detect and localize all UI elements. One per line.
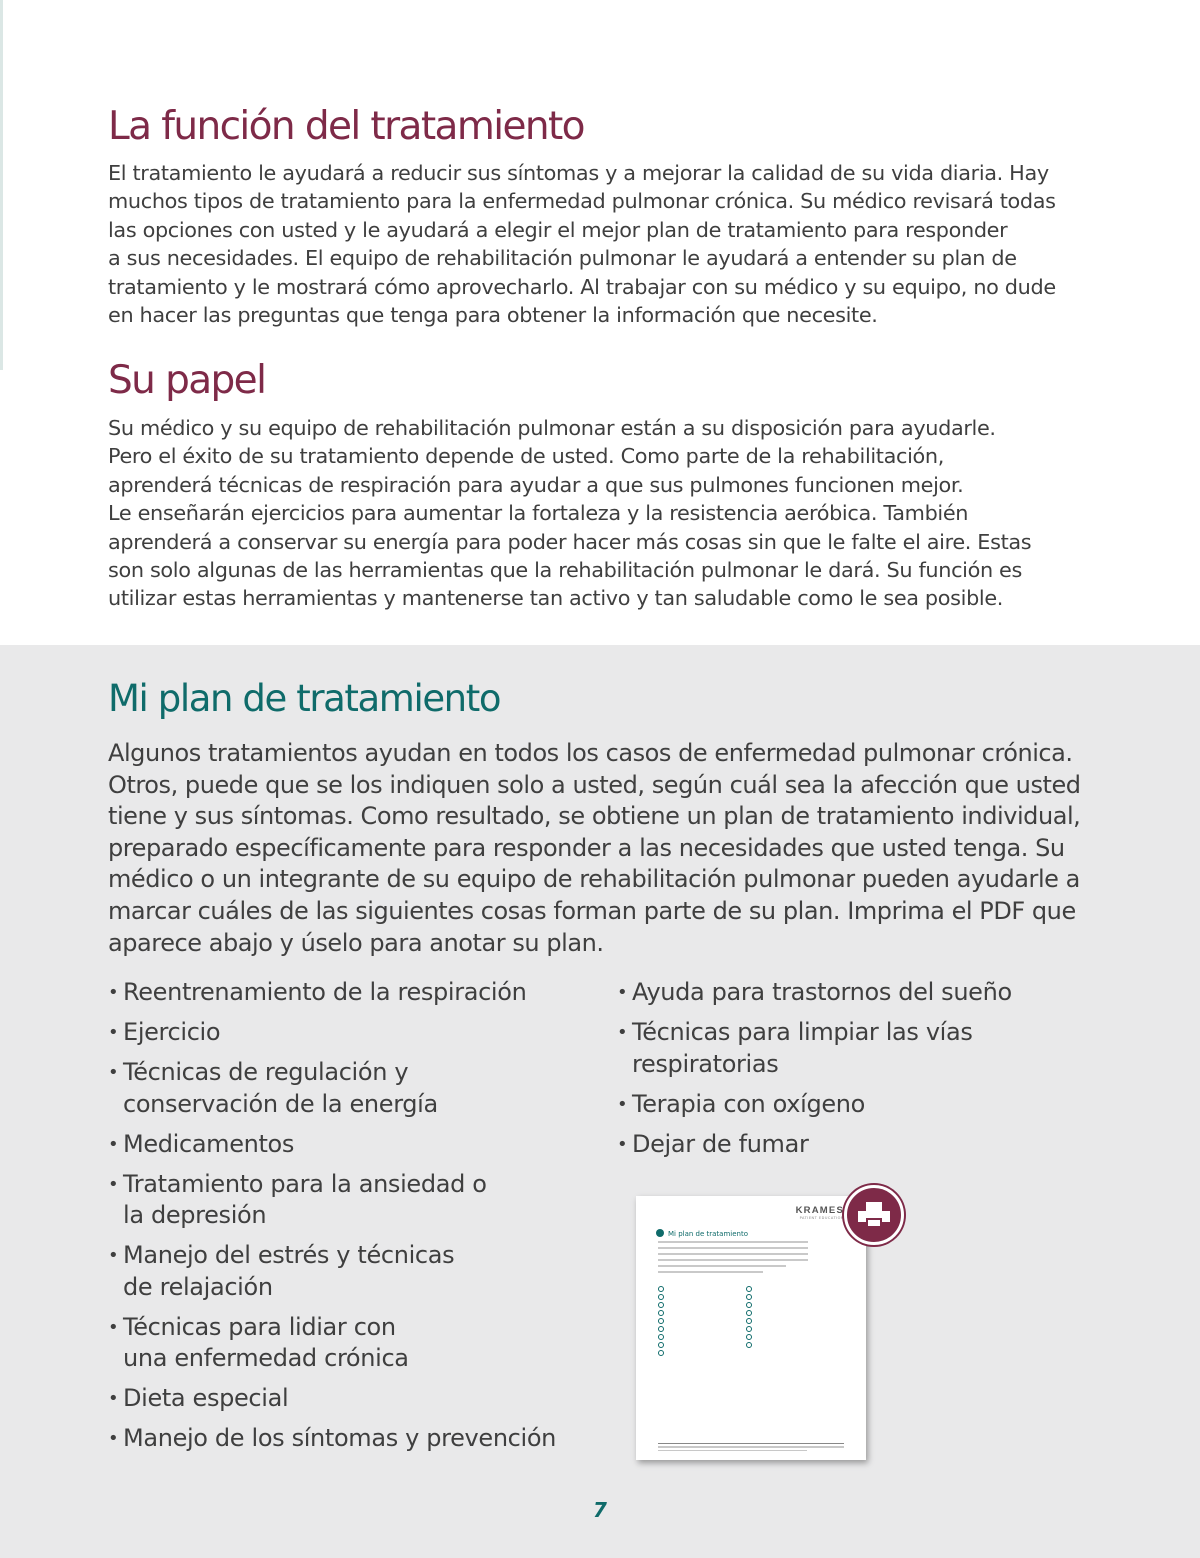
list-item: • Terapia con oxígeno	[617, 1089, 1037, 1121]
thumbnail-footer-text	[658, 1446, 844, 1452]
text-line: aprenderá a conservar su energía para poder hacer más cosas sin que le falte el aire. Estas	[108, 529, 1032, 554]
list-item: • Dieta especial	[108, 1383, 578, 1415]
list-item: • Técnicas para limpiar las vías respiratorias	[617, 1017, 1037, 1080]
text-line: en hacer las preguntas que tenga para obtener la información que necesite.	[108, 303, 878, 328]
thumbnail-checklist-right	[746, 1286, 841, 1350]
text-line: tratamiento y le mostrará cómo aprovecharlo. Al trabajar con su médico y su equipo, no dude	[108, 274, 1056, 299]
list-item: • Técnicas de regulación y conservación de la energía	[108, 1057, 578, 1120]
printer-icon	[858, 1202, 890, 1228]
text-line: tiene y sus síntomas. Como resultado, se obtiene un plan de tratamiento individual,	[108, 802, 1081, 831]
thumbnail-title: Mi plan de tratamiento	[656, 1229, 748, 1238]
paragraph-your-role	[108, 414, 1093, 613]
list-item: • Ayuda para trastornos del sueño	[617, 977, 1037, 1009]
printable-pdf-thumbnail[interactable]	[636, 1196, 866, 1460]
thumbnail-checklist-left	[658, 1286, 753, 1358]
page-number: 7	[593, 1498, 607, 1522]
text-line: marcar cuáles de las siguientes cosas forman parte de su plan. Imprima el PDF que	[108, 896, 1076, 925]
list-item: • Medicamentos	[108, 1129, 578, 1161]
treatment-list-right	[617, 977, 1037, 1169]
krames-logo: KRAMES	[795, 1205, 844, 1216]
list-item: • Técnicas para lidiar con una enfermedad crónica	[108, 1312, 578, 1375]
heading-my-treatment-plan: Mi plan de tratamiento	[108, 677, 501, 720]
text-line: Su médico y su equipo de rehabilitación pulmonar están a su disposición para ayudarle.	[108, 416, 996, 440]
text-line: a sus necesidades. El equipo de rehabilitación pulmonar le ayudará a entender su plan de	[108, 246, 1017, 271]
text-line: Algunos tratamientos ayudan en todos los casos de enfermedad pulmonar crónica.	[108, 739, 1073, 767]
text-line: Otros, puede que se los indiquen solo a usted, según cuál sea la afección que usted	[108, 770, 1081, 799]
text-line: Pero el éxito de su tratamiento depende de usted. Como parte de la rehabilitación,	[108, 444, 944, 469]
list-item: • Dejar de fumar	[617, 1129, 1037, 1161]
text-line: El tratamiento le ayudará a reducir sus síntomas y a mejorar la calidad de su vida diaria. Hay	[108, 161, 1049, 185]
treatment-list-left	[108, 977, 578, 1463]
text-line: aparece abajo y úselo para anotar su plan.	[108, 928, 604, 957]
heading-treatment-role: La función del tratamiento	[108, 104, 584, 149]
text-line: muchos tipos de tratamiento para la enfermedad pulmonar crónica. Su médico revisará todas	[108, 189, 1056, 214]
text-line: Le enseñarán ejercicios para aumentar la fortaleza y la resistencia aeróbica. También	[108, 501, 969, 526]
heading-your-role: Su papel	[108, 358, 266, 403]
text-line: las opciones con usted y le ayudará a elegir el mejor plan de tratamiento para responder	[108, 217, 1008, 242]
thumbnail-footer-rule	[658, 1443, 844, 1444]
paragraph-my-treatment-plan	[108, 738, 1098, 959]
list-item: • Ejercicio	[108, 1017, 578, 1049]
left-accent-rule	[0, 0, 3, 370]
list-item: • Reentrenamiento de la respiración	[108, 977, 578, 1009]
print-pdf-button[interactable]	[844, 1185, 904, 1245]
krames-logo-subtitle: PATIENT EDUCATION	[799, 1216, 844, 1220]
text-line: son solo algunas de las herramientas que la rehabilitación pulmonar le dará. Su función es	[108, 558, 1022, 583]
list-item: • Tratamiento para la ansiedad o la depresión	[108, 1169, 578, 1232]
check-icon	[656, 1229, 664, 1237]
list-item: • Manejo del estrés y técnicas de relajación	[108, 1240, 578, 1303]
thumbnail-text-lines	[658, 1241, 808, 1277]
paragraph-treatment-role	[108, 159, 1093, 329]
list-item: • Manejo de los síntomas y prevención	[108, 1423, 578, 1455]
text-line: aprenderá técnicas de respiración para ayudar a que sus pulmones funcionen mejor.	[108, 472, 964, 497]
text-line: utilizar estas herramientas y mantenerse tan activo y tan saludable como le sea posible.	[108, 586, 1004, 611]
text-line: médico o un integrante de su equipo de rehabilitación pulmonar pueden ayudarle a	[108, 865, 1080, 894]
text-line: preparado específicamente para responder a las necesidades que usted tenga. Su	[108, 833, 1065, 862]
